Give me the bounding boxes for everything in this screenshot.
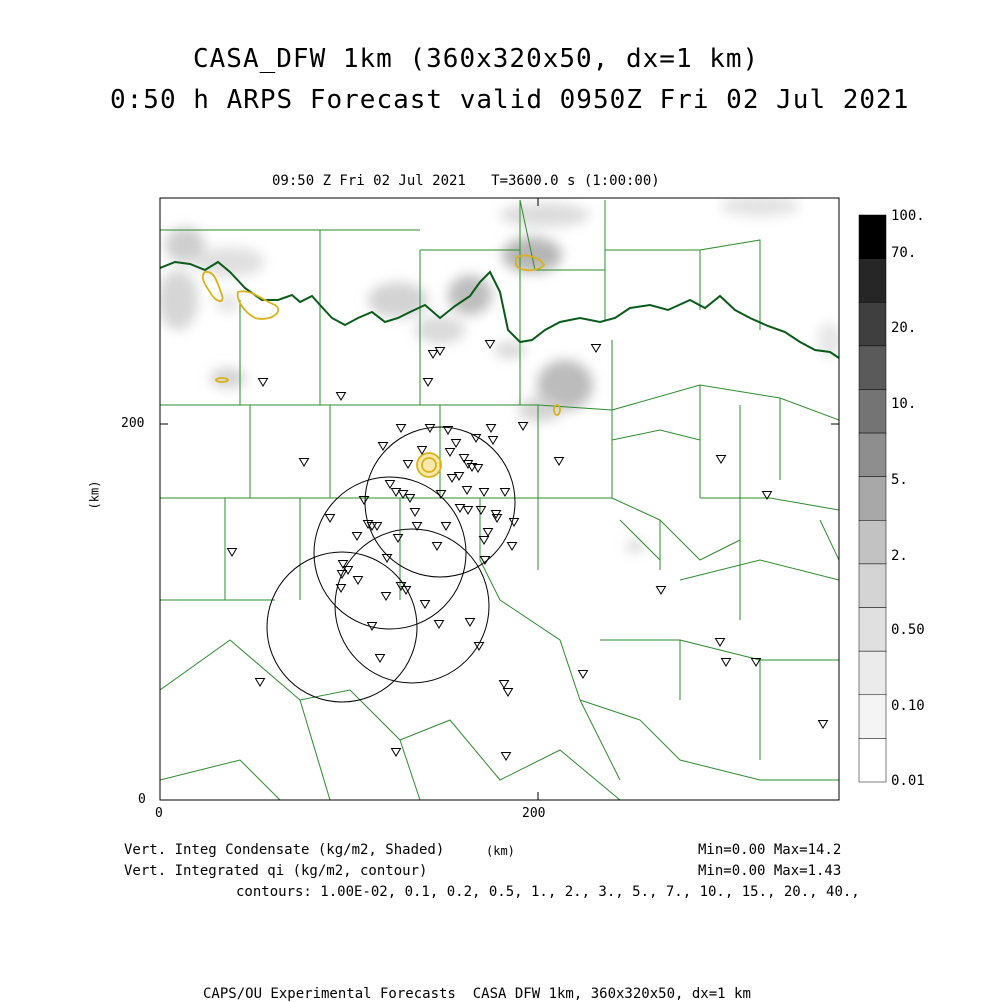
- title-line-1: CASA_DFW 1km (360x320x50, dx=1 km): [193, 44, 760, 74]
- colorbar-swatch: [859, 302, 886, 346]
- colorbar-label-0.10: 0.10: [891, 698, 925, 714]
- plot-header: 09:50 Z Fri 02 Jul 2021 T=3600.0 s (1:00:00): [272, 173, 660, 189]
- colorbar-swatch: [859, 433, 886, 477]
- x-axis-unit: (km): [486, 844, 515, 858]
- shaded-minmax: Min=0.00 Max=14.2: [698, 842, 842, 858]
- x-tick-0: 0: [155, 806, 163, 821]
- colorbar-label-0.01: 0.01: [891, 773, 925, 789]
- colorbar-label-100: 100.: [891, 208, 925, 224]
- y-tick-0: 0: [138, 792, 146, 807]
- colorbar: [859, 215, 886, 782]
- y-tick-200: 200: [121, 416, 145, 431]
- colorbar-swatch: [859, 346, 886, 390]
- y-axis-label: (km): [87, 480, 102, 510]
- axis-ticks: [160, 198, 839, 800]
- colorbar-swatch: [859, 520, 886, 564]
- colorbar-swatch: [859, 477, 886, 521]
- colorbar-swatch: [859, 608, 886, 652]
- title-line-2: 0:50 h ARPS Forecast valid 0950Z Fri 02 Jul 2021: [110, 85, 910, 115]
- contour-field-label: Vert. Integrated qi (kg/m2, contour): [124, 863, 428, 879]
- colorbar-swatch: [859, 389, 886, 433]
- colorbar-label-70: 70.: [891, 245, 917, 261]
- colorbar-swatch: [859, 215, 886, 259]
- contour-levels: contours: 1.00E-02, 0.1, 0.2, 0.5, 1., 2., 3., 5., 7., 10., 15., 20., 40.,: [236, 884, 860, 900]
- shaded-field-label: Vert. Integ Condensate (kg/m2, Shaded): [124, 842, 445, 858]
- colorbar-label-20: 20.: [891, 320, 917, 336]
- credit-line: CAPS/OU Experimental Forecasts CASA DFW 1km, 360x320x50, dx=1 km: [203, 986, 751, 1002]
- colorbar-swatch: [859, 651, 886, 695]
- colorbar-label-5: 5.: [891, 472, 908, 488]
- colorbar-swatch: [859, 564, 886, 608]
- colorbar-swatch: [859, 695, 886, 739]
- x-tick-200: 200: [522, 806, 546, 821]
- colorbar-label-10: 10.: [891, 396, 917, 412]
- contour-minmax: Min=0.00 Max=1.43: [698, 863, 842, 879]
- colorbar-label-2: 2.: [891, 548, 908, 564]
- colorbar-label-0.50: 0.50: [891, 622, 925, 638]
- plot-frame: [160, 198, 839, 800]
- state-border: [160, 262, 839, 358]
- colorbar-swatch: [859, 738, 886, 782]
- colorbar-swatch: [859, 259, 886, 303]
- radar-range-rings: [267, 427, 515, 702]
